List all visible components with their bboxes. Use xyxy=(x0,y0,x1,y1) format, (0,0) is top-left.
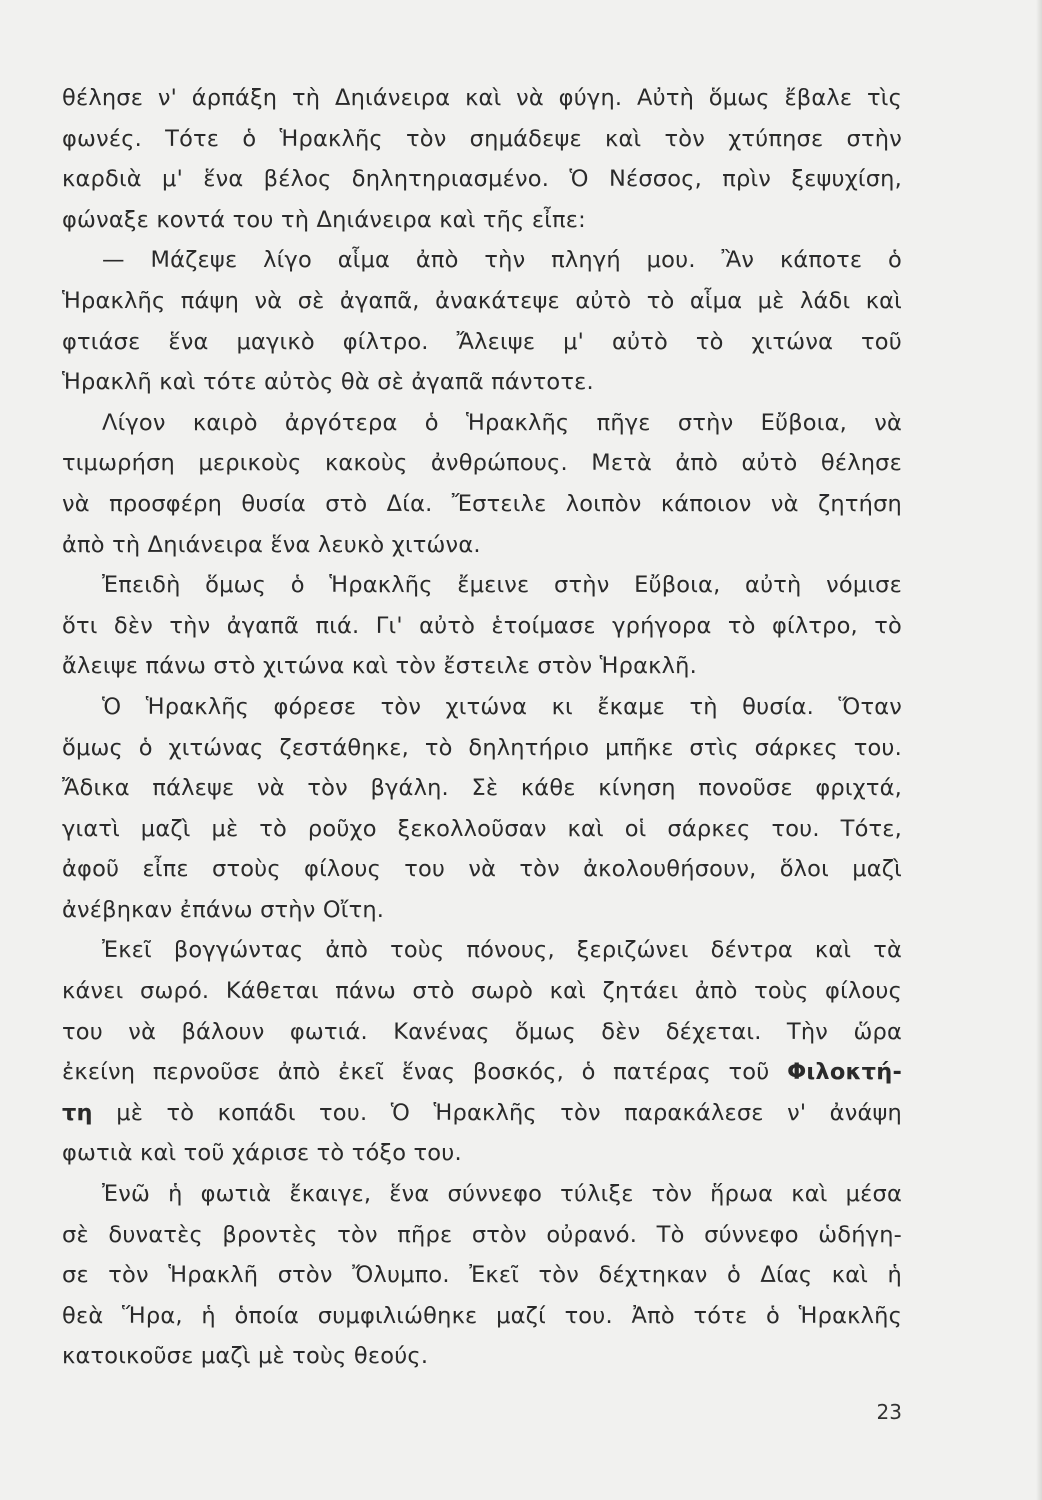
text-segment: ἐκείνη περνοῦσε ἀπὸ ἐκεῖ ἕνας βοσκός, ὁ πατέρας τοῦ xyxy=(62,1059,788,1086)
text-line: ἀνέβηκαν ἐπάνω στὴν Οἴτη. xyxy=(62,896,385,923)
text-line: κάνει σωρό. Κάθεται πάνω στὸ σωρὸ καὶ ζητάει ἀπὸ τοὺς φίλους xyxy=(62,978,902,1005)
text-line: φώναξε κοντά του τὴ Δηιάνειρα καὶ τῆς εἶπε: xyxy=(62,206,586,233)
page-number: 23 xyxy=(876,1400,902,1424)
text-line: φτιάσε ἕνα μαγικὸ φίλτρο. Ἄλειψε μ' αὐτὸ τὸ χιτώνα τοῦ xyxy=(62,328,902,355)
text-line: ὅμως ὁ χιτώνας ζεστάθηκε, τὸ δηλητήριο μπῆκε στὶς σάρκες του. xyxy=(62,734,902,761)
text-line: θέλησε ν' άρπάξη τὴ Δηιάνειρα καὶ νὰ φύγη. Αὐτὴ ὅμως ἔβαλε τὶς xyxy=(62,85,902,111)
text-line: Ἐνῶ ἡ φωτιὰ ἔκαιγε, ἕνα σύννεφο τύλιξε τὸν ἥρωα καὶ μέσα xyxy=(102,1181,902,1208)
name-philoktetes-bold: τη xyxy=(62,1099,93,1126)
text-line: θεὰ Ἥρα, ἡ ὁποία συμφιλιώθηκε μαζί του. Ἀπὸ τότε ὁ Ἡρακλῆς xyxy=(62,1302,902,1329)
text-line: τιμωρήση μερικοὺς κακοὺς ἀνθρώπους. Μετὰ ἀπὸ αὐτὸ θέλησε xyxy=(62,450,902,477)
text-line: ἄλειψε πάνω στὸ χιτώνα καὶ τὸν ἔστειλε στὸν Ἡρακλῆ. xyxy=(62,653,697,680)
text-line: ἀπὸ τὴ Δηιάνειρα ἕνα λευκὸ χιτώνα. xyxy=(62,531,481,558)
text-line xyxy=(62,1052,902,1093)
text-line: κατοικοῦσε μαζὶ μὲ τοὺς θεούς. xyxy=(62,1343,429,1370)
text-line: καρδιὰ μ' ἕνα βέλος δηλητηριασμένο. Ὁ Νέσσος, πρὶν ξεψυχίση, xyxy=(62,166,902,193)
text-line: Ὁ Ἡρακλῆς φόρεσε τὸν χιτώνα κι ἔκαμε τὴ θυσία. Ὅταν xyxy=(102,693,902,720)
text-line: σε τὸν Ἡρακλῆ στὸν Ὄλυμπο. Ἐκεῖ τὸν δέχτηκαν ὁ Δίας καὶ ἡ xyxy=(62,1262,902,1289)
text-line: Ἐκεῖ βογγώντας ἀπὸ τοὺς πόνους, ξεριζώνει δέντρα καὶ τὰ xyxy=(102,937,902,964)
text-line: γιατὶ μαζὶ μὲ τὸ ροῦχο ξεκολλοῦσαν καὶ οἱ σάρκες του. Τότε, xyxy=(62,815,902,842)
body-text xyxy=(62,78,902,1377)
text-line: ἀφοῦ εἶπε στοὺς φίλους του νὰ τὸν ἀκολουθήσουν, ὅλοι μαζὶ xyxy=(62,856,902,883)
text-line: Ἡρακλῆς πάψη νὰ σὲ ἀγαπᾶ, ἀνακάτεψε αὐτὸ τὸ αἷμα μὲ λάδι καὶ xyxy=(62,287,902,314)
text-line: φωνές. Τότε ὁ Ἡρακλῆς τὸν σημάδεψε καὶ τὸν χτύπησε στὴν xyxy=(62,125,902,152)
text-line: του νὰ βάλουν φωτιά. Κανένας ὅμως δὲν δέχεται. Τὴν ὥρα xyxy=(62,1018,902,1045)
name-philoktetes-bold: Φιλοκτή- xyxy=(787,1059,902,1086)
text-line: Ἄδικα πάλεψε νὰ τὸν βγάλη. Σὲ κάθε κίνηση πονοῦσε φριχτά, xyxy=(62,775,902,802)
page-edge-shadow xyxy=(1036,0,1042,1500)
text-line: — Μάζεψε λίγο αἷμα ἀπὸ τὴν πληγή μου. Ἂν κάποτε ὁ xyxy=(102,247,902,274)
text-line: νὰ προσφέρη θυσία στὸ Δία. Ἔστειλε λοιπὸν κάποιον νὰ ζητήση xyxy=(62,490,902,517)
text-line xyxy=(62,1093,902,1134)
text-line: Λίγον καιρὸ ἀργότερα ὁ Ἡρακλῆς πῆγε στὴν Εὔβοια, νὰ xyxy=(102,409,902,436)
text-line: Ἡρακλῆ καὶ τότε αὐτὸς θὰ σὲ ἀγαπᾶ πάντοτε. xyxy=(62,369,594,396)
text-line: σὲ δυνατὲς βροντὲς τὸν πῆρε στὸν οὐρανό. Τὸ σύννεφο ὡδήγη- xyxy=(62,1221,902,1248)
text-line: φωτιὰ καὶ τοῦ χάρισε τὸ τόξο του. xyxy=(62,1140,462,1167)
text-line: Ἐπειδὴ ὅμως ὁ Ἡρακλῆς ἔμεινε στὴν Εὔβοια, αὐτὴ νόμισε xyxy=(102,572,902,599)
text-line: ὅτι δὲν τὴν ἀγαπᾶ πιά. Γι' αὐτὸ ἑτοίμασε γρήγορα τὸ φίλτρο, τὸ xyxy=(62,612,902,639)
text-segment: μὲ τὸ κοπάδι του. Ὁ Ἡρακλῆς τὸν παρακάλεσε ν' ἀνάψη xyxy=(92,1099,902,1126)
